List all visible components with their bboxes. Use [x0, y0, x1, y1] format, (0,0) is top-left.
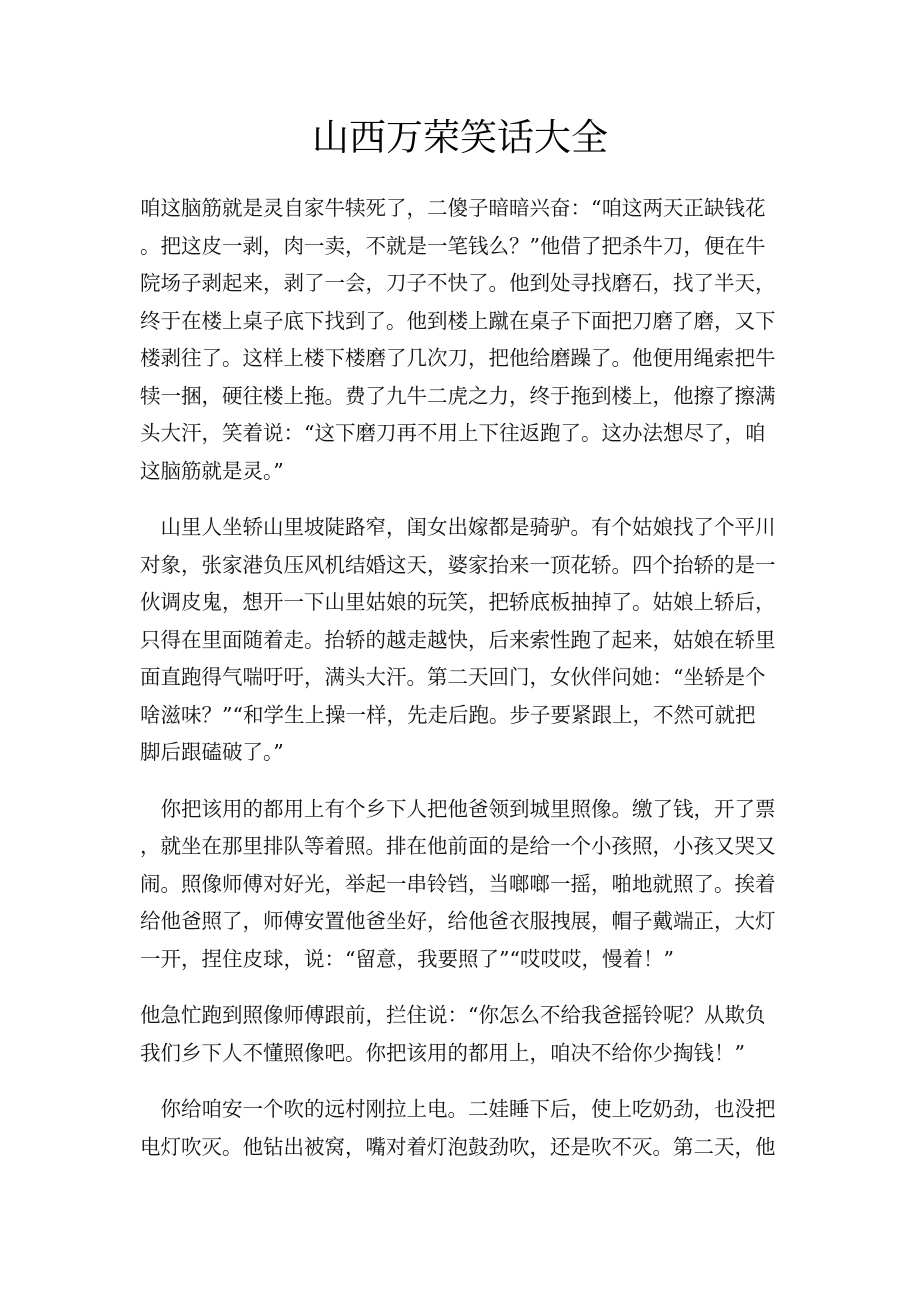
text-line: 犊一捆，硬往楼上拖。费了九牛二虎之力，终于拖到楼上，他擦了擦满 [140, 383, 776, 408]
text-line: 他急忙跑到照像师傅跟前，拦住说：“你怎么不给我爸摇铃呢？从欺负 [140, 1003, 766, 1027]
document-body [140, 190, 782, 1185]
text-line: 伙调皮鬼，想开一下山里姑娘的玩笑，把轿底板抽掉了。姑娘上轿后， [140, 590, 776, 614]
paragraph [140, 1091, 782, 1166]
document-title: 山西万荣笑话大全 [312, 116, 608, 159]
paragraph [140, 997, 782, 1072]
text-line: 闹。照像师傅对好光，举起一串铃铛，当啷啷一摇，啪地就照了。挨着 [140, 871, 776, 896]
paragraph [140, 791, 782, 979]
text-line: 终于在楼上桌子底下找到了。他到楼上蹴在桌子下面把刀磨了磨，又下 [140, 308, 776, 333]
paragraph [140, 190, 782, 490]
text-line: 头大汗，笑着说：“这下磨刀再不用上下往返跑了。这办法想尽了，咱 [140, 421, 766, 445]
text-line: 我们乡下人不懂照像吧。你把该用的都用上，咱决不给你少掏钱！” [140, 1040, 745, 1065]
text-line: 只得在里面随着走。抬轿的越走越快，后来索性跑了起来，姑娘在轿里 [140, 627, 776, 652]
text-line: 一开，捏住皮球，说：“留意，我要照了”“哎哎哎，慢着！” [140, 946, 674, 971]
text-line: 。把这皮一剥，肉一卖，不就是一笔钱么？”他借了把杀牛刀，便在牛 [140, 233, 766, 258]
text-line: 院场子剥起来，剥了一会，刀子不快了。他到处寻找磨石，找了半天， [140, 271, 776, 295]
text-line: 面直跑得气喘吁吁，满头大汗。第二天回门，女伙伴问她：“坐轿是个 [140, 665, 766, 689]
text-line: 啥滋味？”“和学生上操一样，先走后跑。步子要紧跟上，不然可就把 [140, 702, 756, 727]
text-line: ，就坐在那里排队等着照。排在他前面的是给一个小孩照，小孩又哭又 [140, 834, 776, 858]
text-line: 这脑筋就是灵。” [140, 458, 284, 483]
text-line: 咱这脑筋就是灵自家牛犊死了，二傻子暗暗兴奋：“咱这两天正缺钱花 [140, 196, 766, 220]
text-line: 脚后跟磕破了。” [140, 740, 284, 764]
text-line: 楼剥往了。这样上楼下楼磨了几次刀，把他给磨躁了。他便用绳索把牛 [140, 346, 776, 370]
text-line: 你把该用的都用上有个乡下人把他爸领到城里照像。缴了钱，开了票 [140, 796, 776, 821]
text-line: 电灯吹灭。他钻出被窝，嘴对着灯泡鼓劲吹，还是吹不灭。第二天，他 [140, 1134, 776, 1159]
text-line: 山里人坐轿山里坡陡路窄，闺女出嫁都是骑驴。有个姑娘找了个平川 [140, 515, 776, 539]
text-line: 你给咱安一个吹的远村刚拉上电。二娃睡下后，使上吃奶劲，也没把 [140, 1097, 776, 1121]
text-line: 给他爸照了，师傅安置他爸坐好，给他爸衣服拽展，帽子戴端正，大灯 [140, 909, 776, 933]
text-line: 对象，张家港负压风机结婚这天，婆家抬来一顶花轿。四个抬轿的是一 [140, 552, 776, 577]
paragraph [140, 509, 782, 772]
